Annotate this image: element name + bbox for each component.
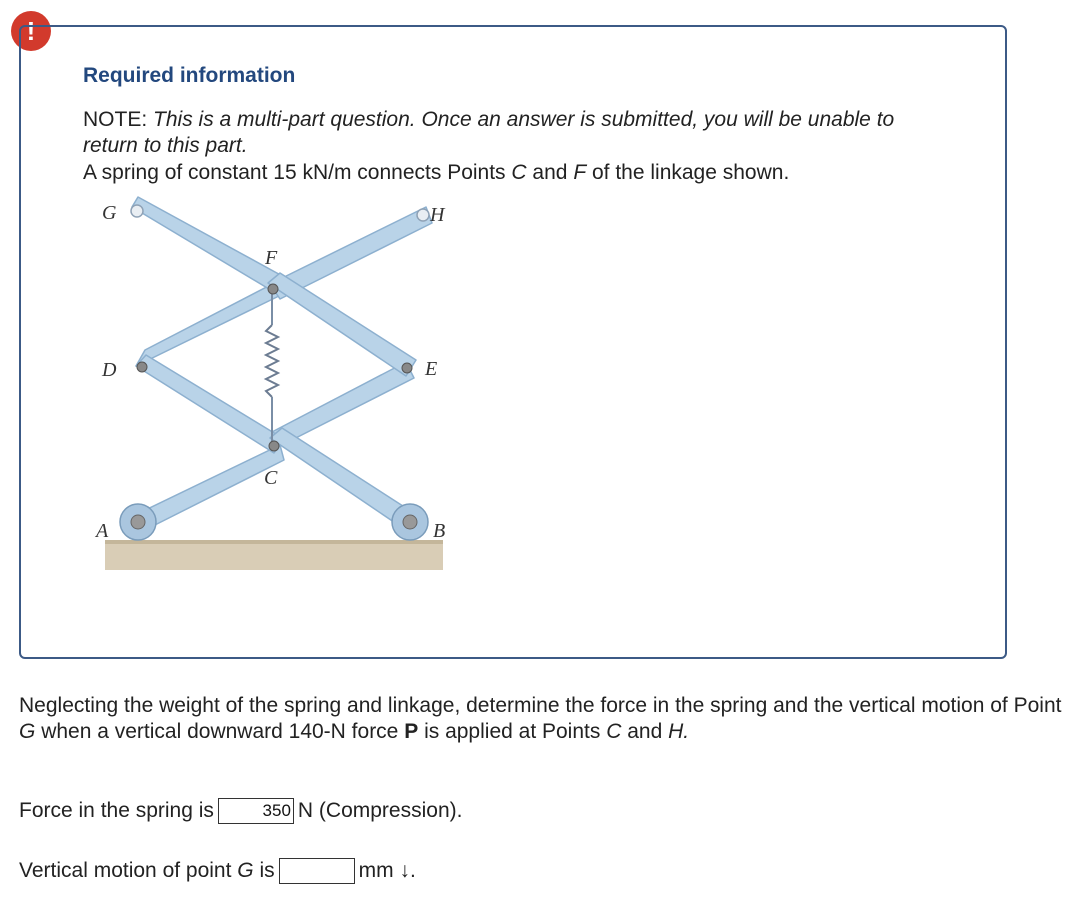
label-D: D [102,359,117,381]
label-F: F [265,247,278,269]
problem-statement: A spring of constant 15 kN/m connects Points C and F of the linkage shown. [83,161,790,184]
motion-answer-row [19,858,416,884]
pin-D [137,362,147,372]
pin-H [417,209,429,221]
pin-E [402,363,412,373]
bar-D-F [136,279,282,366]
label-A: A [96,520,109,542]
label-C: C [264,467,278,489]
note-text: NOTE: This is a multi-part question. Once an answer is submitted, you will be unable to return to this part. [83,108,895,157]
alert-icon: ! [11,11,51,51]
force-input[interactable] [218,798,294,824]
label-H: H [430,204,445,226]
ground-base [105,540,443,570]
pin-G [131,205,143,217]
bar-G-F [132,197,286,292]
pin-F [268,284,278,294]
question-text: Neglecting the weight of the spring and linkage, determine the force in the spring and the vertical motion of Point G when a vertical downward 140-N force P is applied at Points C and H. [19,694,1062,743]
motion-input[interactable] [279,858,355,884]
pin-C [269,441,279,451]
bar-A-C [135,445,284,531]
bar-D-C [136,355,284,453]
force-label: Force in the spring is [19,799,214,822]
spring [266,325,278,397]
required-info-title: Required information [83,64,296,87]
label-B: B [433,520,446,542]
force-unit: N (Compression). [297,799,463,822]
label-G: G [102,202,117,224]
force-answer-row [19,798,462,824]
motion-label: Vertical motion of point G is [19,859,275,882]
bar-F-E [268,273,416,376]
motion-unit: mm ↓. [358,859,416,882]
label-E: E [425,358,438,380]
linkage-figure [90,195,455,580]
